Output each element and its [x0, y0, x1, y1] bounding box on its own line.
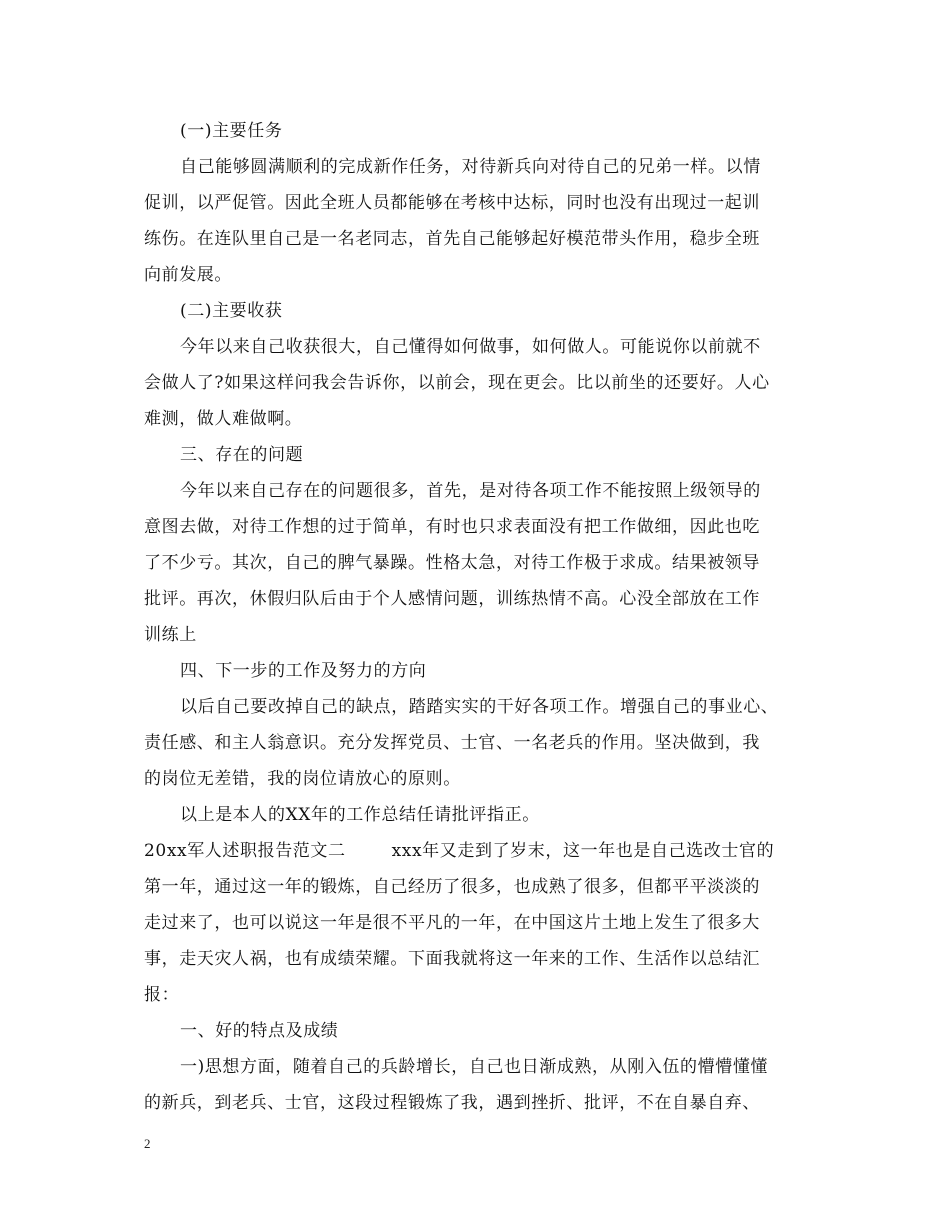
paragraph-line: 批评。再次，休假归队后由于个人感情问题，训练热情不高。心没全部放在工作 [144, 589, 760, 609]
paragraph-line: 训练上 [144, 625, 197, 645]
paragraph-line: 一)思想方面，随着自己的兵龄增长，自己也日渐成熟，从刚入伍的懵懵懂懂 [180, 1057, 769, 1077]
paragraph-line: 练伤。在连队里自己是一名老同志，首先自己能够起好模范带头作用，稳步全班 [144, 229, 760, 249]
second-sample-title: 20xx军人述职报告范文二 [144, 841, 346, 861]
section-heading-problems: 三、存在的问题 [180, 445, 304, 465]
paragraph-line: 今年以来自己存在的问题很多，首先，是对待各项工作不能按照上级领导的 [180, 481, 761, 501]
paragraph-line: 事，走天灾人祸，也有成绩荣耀。下面我就将这一年来的工作、生活作以总结汇 [144, 949, 760, 969]
paragraph-line: 的岗位无差错，我的岗位请放心的原则。 [144, 769, 461, 789]
document-body [144, 113, 812, 1121]
paragraph-line: 走过来了，也可以说这一年是很不平凡的一年，在中国这片土地上发生了很多大 [144, 913, 760, 933]
paragraph-line-start: xxx年又走到了岁末，这一年也是自己选改士官的 [391, 841, 775, 861]
section-heading-main-gains: (二)主要收获 [180, 301, 283, 321]
paragraph-line: 自己能够圆满顺利的完成新作任务，对待新兵向对待自己的兄弟一样。以情 [180, 157, 761, 177]
section-heading-main-tasks: (一)主要任务 [180, 121, 283, 141]
paragraph-line: 会做人了?如果这样问我会告诉你，以前会，现在更会。比以前坐的还要好。人心 [144, 373, 770, 393]
paragraph-line: 难测，做人难做啊。 [144, 409, 303, 429]
paragraph-line: 的新兵，到老兵、士官，这段过程锻炼了我，遇到挫折、批评，不在自暴自弃、 [144, 1093, 760, 1113]
paragraph-line: 以后自己要改掉自己的缺点，踏踏实实的干好各项工作。增强自己的事业心、 [180, 697, 779, 717]
paragraph-line: 意图去做，对待工作想的过于简单，有时也只求表面没有把工作做细，因此也吃 [144, 517, 760, 537]
section-heading-strengths: 一、好的特点及成绩 [180, 1021, 339, 1041]
section-heading-next-steps: 四、下一步的工作及努力的方向 [180, 661, 427, 681]
paragraph-line: 促训，以严促管。因此全班人员都能够在考核中达标，同时也没有出现过一起训 [144, 193, 760, 213]
paragraph-line: 了不少亏。其次，自己的脾气暴躁。性格太急，对待工作极于求成。结果被领导 [144, 553, 760, 573]
paragraph-line: 报： [144, 985, 180, 1005]
closing-line: 以上是本人的XX年的工作总结任请批评指正。 [180, 805, 540, 825]
second-sample-title-line [144, 833, 812, 869]
paragraph-line: 今年以来自己收获很大，自己懂得如何做事，如何做人。可能说你以前就不 [180, 337, 761, 357]
paragraph-line: 第一年，通过这一年的锻炼，自己经历了很多，也成熟了很多，但都平平淡淡的 [144, 877, 760, 897]
page-number: 2 [144, 1136, 151, 1151]
paragraph-line: 责任感、和主人翁意识。充分发挥党员、士官、一名老兵的作用。坚决做到，我 [144, 733, 760, 753]
paragraph-line: 向前发展。 [144, 265, 232, 285]
